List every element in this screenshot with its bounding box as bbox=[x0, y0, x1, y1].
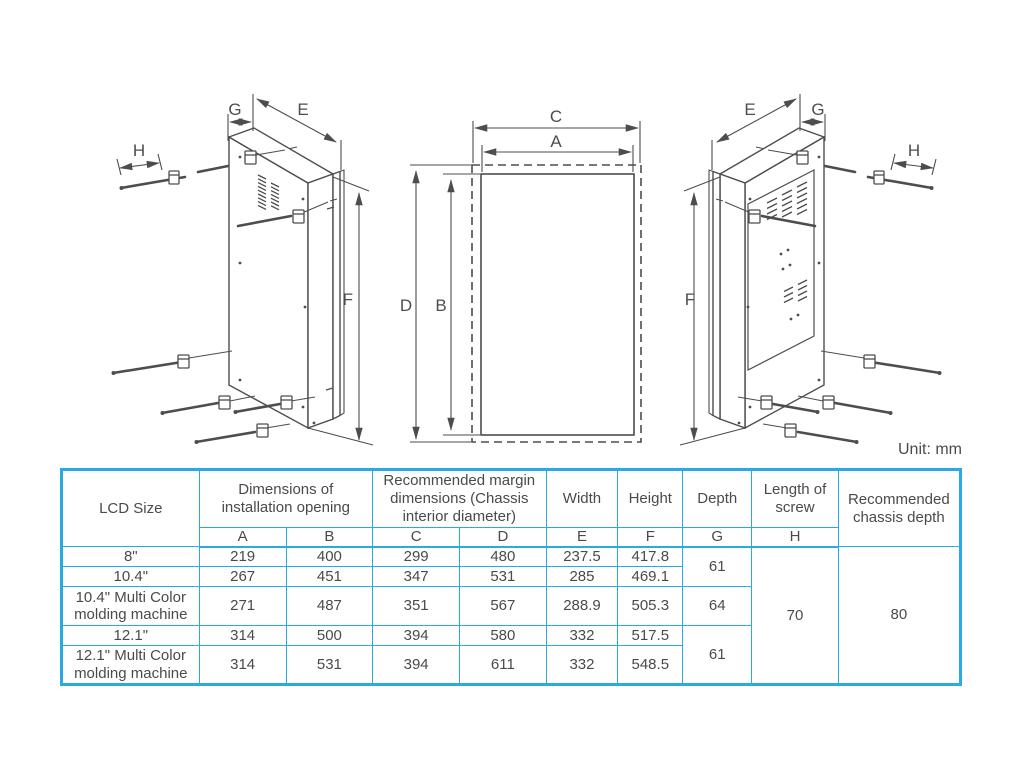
dim-label-c: C bbox=[549, 107, 563, 126]
cell-d: 531 bbox=[460, 567, 546, 587]
cell-d: 480 bbox=[460, 547, 546, 567]
cell-size: 12.1" Multi Color molding machine bbox=[62, 646, 200, 685]
dim-label-g-left: G bbox=[228, 100, 242, 119]
dim-label-e-left: E bbox=[297, 100, 309, 119]
drawing-right-isometric bbox=[668, 55, 968, 455]
subheader-a: A bbox=[199, 528, 286, 547]
drawing-middle-opening bbox=[395, 95, 665, 455]
dim-label-d: D bbox=[399, 296, 413, 315]
cell-c: 347 bbox=[373, 567, 460, 587]
cell-depth-merged: 61 bbox=[683, 626, 752, 685]
cell-b: 500 bbox=[286, 626, 372, 646]
cell-b: 531 bbox=[286, 646, 372, 685]
cell-e: 285 bbox=[546, 567, 618, 587]
dimension-arrow-h bbox=[894, 163, 933, 168]
panel-outline bbox=[709, 128, 824, 428]
cell-size: 10.4" Multi Color molding machine bbox=[62, 587, 200, 626]
dimensions-table bbox=[60, 468, 962, 686]
cell-c: 394 bbox=[373, 626, 460, 646]
cell-d: 580 bbox=[460, 626, 546, 646]
cell-c: 299 bbox=[373, 547, 460, 567]
dimension-arrow-h bbox=[120, 163, 159, 168]
cell-c: 394 bbox=[373, 646, 460, 685]
cell-size: 10.4" bbox=[62, 567, 200, 587]
dim-label-e-right: E bbox=[744, 100, 756, 119]
subheader-b: B bbox=[286, 528, 372, 547]
cell-e: 332 bbox=[546, 626, 618, 646]
cell-depth-merged: 61 bbox=[683, 547, 752, 587]
subheader-f: F bbox=[618, 528, 683, 547]
dim-label-f-left: F bbox=[342, 290, 353, 309]
dim-label-a: A bbox=[550, 132, 562, 151]
subheader-h: H bbox=[752, 528, 838, 547]
cell-a: 267 bbox=[199, 567, 286, 587]
header-depth: Depth bbox=[683, 470, 752, 528]
dim-label-h-right: H bbox=[907, 141, 921, 160]
subheader-c: C bbox=[373, 528, 460, 547]
cell-e: 332 bbox=[546, 646, 618, 685]
dim-label-h-left: H bbox=[132, 141, 146, 160]
unit-label: Unit: mm bbox=[898, 441, 962, 458]
cell-size: 12.1" bbox=[62, 626, 200, 646]
installation-opening-rect bbox=[481, 174, 634, 435]
cell-screw-length-merged: 70 bbox=[752, 547, 838, 685]
cell-b: 400 bbox=[286, 547, 372, 567]
dimension-arrow-e bbox=[717, 99, 796, 142]
cell-f: 417.8 bbox=[618, 547, 683, 567]
cell-f: 469.1 bbox=[618, 567, 683, 587]
mirrored-panel-group bbox=[680, 94, 942, 445]
cell-size: 8" bbox=[62, 547, 200, 567]
cell-f: 505.3 bbox=[618, 587, 683, 626]
cell-a: 271 bbox=[199, 587, 286, 626]
table-row bbox=[62, 547, 961, 567]
drawing-left-isometric bbox=[105, 55, 395, 455]
cell-chassis-depth-merged: 80 bbox=[838, 547, 960, 685]
chassis-interior-dashed-rect bbox=[472, 165, 641, 442]
header-height: Height bbox=[618, 470, 683, 528]
cell-a: 314 bbox=[199, 626, 286, 646]
header-lcd-size: LCD Size bbox=[62, 470, 200, 547]
panel-outline bbox=[229, 128, 344, 428]
cell-d: 611 bbox=[460, 646, 546, 685]
cell-e: 237.5 bbox=[546, 547, 618, 567]
dim-label-b: B bbox=[435, 296, 447, 315]
cell-b: 451 bbox=[286, 567, 372, 587]
cell-d: 567 bbox=[460, 587, 546, 626]
header-margin-dimensions: Recommended margin dimensions (Chassis interior diameter) bbox=[373, 470, 546, 528]
cell-a: 219 bbox=[199, 547, 286, 567]
header-installation-opening: Dimensions of installation opening bbox=[199, 470, 372, 528]
cell-b: 487 bbox=[286, 587, 372, 626]
subheader-e: E bbox=[546, 528, 618, 547]
header-screw-length: Length of screw bbox=[752, 470, 838, 528]
subheader-d: D bbox=[460, 528, 546, 547]
dimension-lines bbox=[410, 121, 640, 442]
dim-label-f-right: F bbox=[684, 290, 696, 309]
cell-depth: 64 bbox=[683, 587, 752, 626]
cell-f: 548.5 bbox=[618, 646, 683, 685]
dim-label-g-right: G bbox=[811, 100, 825, 119]
cell-e: 288.9 bbox=[546, 587, 618, 626]
header-width: Width bbox=[546, 470, 618, 528]
cell-c: 351 bbox=[373, 587, 460, 626]
subheader-g: G bbox=[683, 528, 752, 547]
header-chassis-depth: Recommended chassis depth bbox=[838, 470, 960, 547]
cell-f: 517.5 bbox=[618, 626, 683, 646]
cell-a: 314 bbox=[199, 646, 286, 685]
